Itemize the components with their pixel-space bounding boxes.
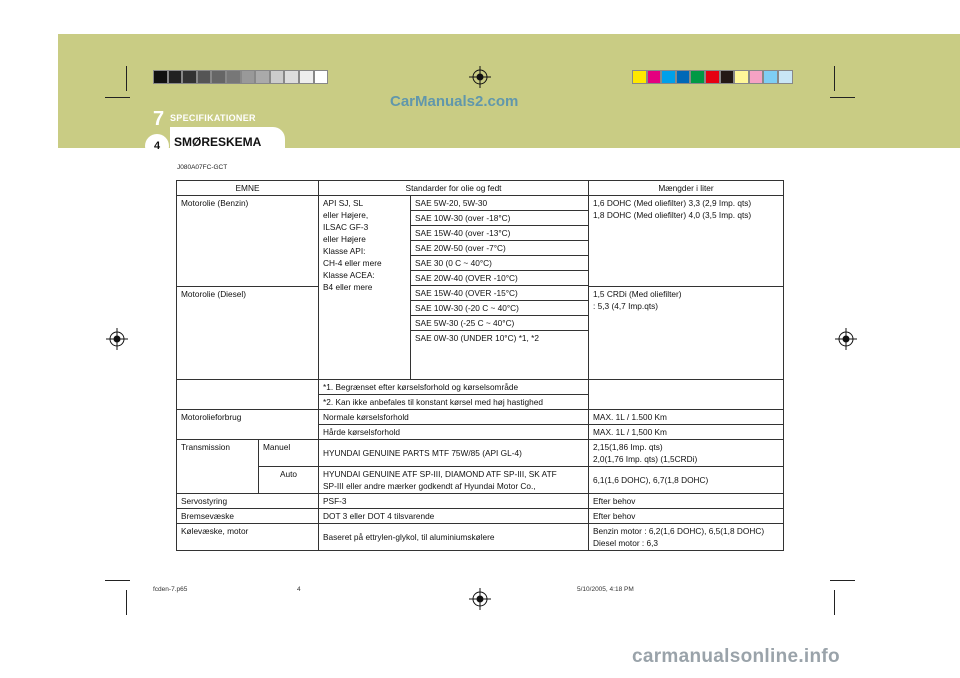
item-consumption: Motorolieforbrug <box>177 410 319 440</box>
std-coolant: Baseret på ettrylen-glykol, til aluminiumskølere <box>319 524 589 551</box>
qty-line: MAX. 1L / 1,500 Km <box>589 424 783 439</box>
grayscale-swatch <box>153 70 168 84</box>
sae-grade: SAE 5W-30 (-25 C ~ 40°C) <box>411 315 588 330</box>
std-power-steering: PSF-3 <box>319 494 589 509</box>
registration-mark-icon <box>469 588 491 610</box>
qty-line: MAX. 1L / 1.500 Km <box>593 412 667 422</box>
grayscale-swatch <box>211 70 226 84</box>
qty-line: 1,5 CRDi (Med oliefilter) <box>593 289 682 299</box>
qty-consumption <box>589 410 784 440</box>
qty-transmission-manual <box>589 440 784 467</box>
qty-power-steering: Efter behov <box>589 494 784 509</box>
registration-mark-icon <box>469 66 491 88</box>
std-line: HYUNDAI GENUINE ATF SP-III, DIAMOND ATF SP-III, SK ATF <box>323 469 557 479</box>
note-line: *2. Kan ikke anbefales til konstant kørsel med høj hastighed <box>319 394 588 409</box>
crop-mark <box>834 66 835 91</box>
crop-mark <box>105 97 130 98</box>
qty-transmission-auto: 6,1(1,6 DOHC), 6,7(1,8 DOHC) <box>589 467 784 494</box>
color-swatch <box>647 70 662 84</box>
grayscale-swatch <box>182 70 197 84</box>
chapter-number: 7 <box>153 108 165 130</box>
watermark-top: CarManuals2.com <box>390 93 519 110</box>
sae-grade: SAE 0W-30 (UNDER 10°C) *1, *2 <box>411 330 588 345</box>
transmission-manual-label: Manuel <box>259 440 319 467</box>
sae-grade: SAE 20W-50 (over -7°C) <box>411 240 588 255</box>
color-swatch <box>749 70 764 84</box>
item-transmission: Transmission <box>177 440 259 494</box>
qty-engine-oil-diesel <box>589 287 784 380</box>
grayscale-swatch <box>314 70 329 84</box>
sae-grade: SAE 15W-40 (over -13°C) <box>411 225 588 240</box>
color-calibration-bar <box>632 70 793 84</box>
header-item: EMNE <box>177 181 319 196</box>
item-power-steering: Servostyring <box>177 494 319 509</box>
qty-coolant <box>589 524 784 551</box>
lubrication-table <box>176 180 784 551</box>
sae-grade: SAE 10W-30 (over -18°C) <box>411 210 588 225</box>
note-line: *1. Begrænset efter kørselsforhold og kørselsområde <box>323 382 519 392</box>
sae-grade: SAE 20W-40 (OVER -10°C) <box>411 270 588 285</box>
qty-engine-oil-petrol <box>589 196 784 287</box>
document-code: J080A07FC-GCT <box>177 164 228 171</box>
grayscale-swatch <box>168 70 183 84</box>
crop-mark <box>105 580 130 581</box>
footer-file: fcden-7.p65 <box>153 586 188 593</box>
sae-grade: SAE 15W-40 (OVER -15°C) <box>411 285 588 300</box>
grayscale-swatch <box>299 70 314 84</box>
sae-grade-cell <box>411 196 589 380</box>
qty-line: Diesel motor : 6,3 <box>593 538 659 548</box>
sae-grade: SAE 30 (0 C ~ 40°C) <box>411 255 588 270</box>
crop-mark <box>830 580 855 581</box>
qty-line: 2,0(1,76 Imp. qts) (1,5CRDi) <box>593 454 698 464</box>
api-line: eller Højere <box>323 234 366 244</box>
color-swatch <box>661 70 676 84</box>
grayscale-swatch <box>197 70 212 84</box>
qty-brake-fluid: Efter behov <box>589 509 784 524</box>
grayscale-swatch <box>226 70 241 84</box>
api-spec-cell <box>319 196 411 380</box>
qty-line: 1,8 DOHC (Med oliefilter) 4,0 (3,5 Imp. qts) <box>593 210 752 220</box>
api-line: ILSAC GF-3 <box>323 222 369 232</box>
color-swatch <box>778 70 793 84</box>
notes-item-spacer <box>177 380 319 410</box>
grayscale-swatch <box>270 70 285 84</box>
color-swatch <box>676 70 691 84</box>
notes-cell <box>319 380 589 410</box>
grayscale-swatch <box>284 70 299 84</box>
api-line: eller Højere, <box>323 210 369 220</box>
sae-grade: SAE 5W-20, 5W-30 <box>415 198 488 208</box>
color-swatch <box>705 70 720 84</box>
qty-line: : 5,3 (4,7 Imp.qts) <box>593 301 659 311</box>
qty-line: Benzin motor : 6,2(1,6 DOHC), 6,5(1,8 DOHC) <box>593 526 765 536</box>
grayscale-calibration-bar <box>153 70 328 84</box>
color-swatch <box>690 70 705 84</box>
item-coolant: Kølevæske, motor <box>177 524 319 551</box>
api-line: Klasse API: <box>323 246 366 256</box>
color-swatch <box>734 70 749 84</box>
sae-grade: SAE 10W-30 (-20 C ~ 40°C) <box>411 300 588 315</box>
std-line: SP-III eller andre mærker godkendt af Hyundai Motor Co., <box>323 481 536 491</box>
transmission-auto-label: Auto <box>259 467 319 494</box>
std-transmission-manual: HYUNDAI GENUINE PARTS MTF 75W/85 (API GL-4) <box>319 440 589 467</box>
color-swatch <box>720 70 735 84</box>
qty-line: 1,6 DOHC (Med oliefilter) 3,3 (2,9 Imp. qts) <box>593 198 752 208</box>
crop-mark <box>834 590 835 615</box>
item-brake-fluid: Bremsevæske <box>177 509 319 524</box>
watermark-bottom: carmanualsonline.info <box>632 646 840 667</box>
header-quantities: Mængder i liter <box>589 181 784 196</box>
page-number-badge: 4 <box>145 134 169 158</box>
chapter-label: SPECIFIKATIONER <box>170 113 256 123</box>
qty-line: 2,15(1,86 Imp. qts) <box>593 442 663 452</box>
grayscale-swatch <box>241 70 256 84</box>
footer-date: 5/10/2005, 4:18 PM <box>577 586 634 593</box>
api-line: CH-4 eller mere <box>323 258 382 268</box>
registration-mark-icon <box>106 328 128 350</box>
item-engine-oil-petrol: Motorolie (Benzin) <box>177 196 319 287</box>
std-line: Normale kørselsforhold <box>323 412 409 422</box>
registration-mark-icon <box>835 328 857 350</box>
api-line: B4 eller mere <box>323 282 373 292</box>
grayscale-swatch <box>255 70 270 84</box>
api-line: API SJ, SL <box>323 198 364 208</box>
color-swatch <box>632 70 647 84</box>
api-line: Klasse ACEA: <box>323 270 375 280</box>
page-title: SMØRESKEMA <box>174 135 262 149</box>
header-standards: Standarder for olie og fedt <box>319 181 589 196</box>
std-transmission-auto <box>319 467 589 494</box>
side-margin <box>58 148 122 678</box>
crop-mark <box>126 66 127 91</box>
crop-mark <box>830 97 855 98</box>
crop-mark <box>126 590 127 615</box>
item-engine-oil-diesel: Motorolie (Diesel) <box>177 287 319 380</box>
std-brake-fluid: DOT 3 eller DOT 4 tilsvarende <box>319 509 589 524</box>
notes-qty-spacer <box>589 380 784 410</box>
color-swatch <box>763 70 778 84</box>
std-consumption <box>319 410 589 440</box>
std-line: Hårde kørselsforhold <box>319 424 588 439</box>
footer-page: 4 <box>297 586 301 593</box>
